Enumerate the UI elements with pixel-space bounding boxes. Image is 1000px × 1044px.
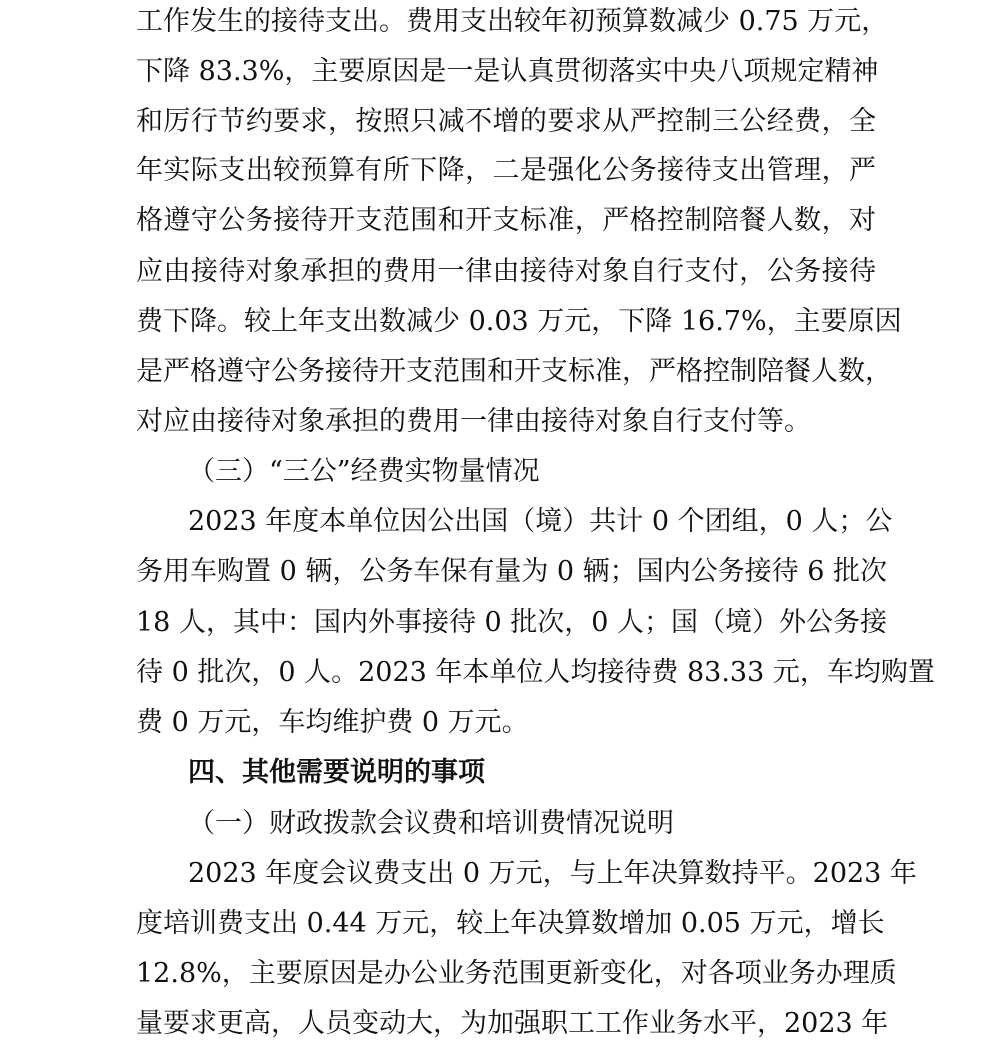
paragraph-line: 年实际支出较预算有所下降，二是强化公务接待支出管理，严 xyxy=(136,155,876,186)
paragraph-line: 量要求更高，人员变动大，为加强职工工作业务水平，2023 年 xyxy=(136,1008,889,1039)
paragraph-line: 待 0 批次，0 人。2023 年本单位人均接待费 83.33 元，车均购置 xyxy=(136,657,935,688)
section-heading-three-public: （三）“三公”经费实物量情况 xyxy=(188,456,540,487)
paragraph-line: 工作发生的接待支出。费用支出较年初预算数减少 0.75 万元， xyxy=(136,6,889,37)
paragraph-line: 和厉行节约要求，按照只减不增的要求从严控制三公经费，全 xyxy=(136,106,876,137)
paragraph-line: 费下降。较上年支出数减少 0.03 万元，下降 16.7%，主要原因 xyxy=(136,306,902,337)
paragraph-line: 2023 年度本单位因公出国（境）共计 0 个团组，0 人；公 xyxy=(188,506,893,537)
paragraph-line: 应由接待对象承担的费用一律由接待对象自行支付，公务接待 xyxy=(136,256,876,287)
paragraph-line: 格遵守公务接待开支范围和开支标准，严格控制陪餐人数，对 xyxy=(136,205,876,236)
paragraph-line: 是严格遵守公务接待开支范围和开支标准，严格控制陪餐人数， xyxy=(136,356,892,387)
paragraph-line: 2023 年度会议费支出 0 万元，与上年决算数持平。2023 年 xyxy=(188,858,917,889)
paragraph-line: 费 0 万元，车均维护费 0 万元。 xyxy=(136,707,529,738)
paragraph-line: 12.8%，主要原因是办公业务范围更新变化，对各项业务办理质 xyxy=(136,958,897,989)
paragraph-line: 18 人，其中：国内外事接待 0 批次，0 人；国（境）外公务接 xyxy=(136,607,888,638)
section-heading-other-matters: 四、其他需要说明的事项 xyxy=(188,757,485,788)
paragraph-line: 对应由接待对象承担的费用一律由接待对象自行支付等。 xyxy=(136,406,811,437)
paragraph-line: 下降 83.3%，主要原因是一是认真贯彻落实中央八项规定精神 xyxy=(136,56,879,87)
section-heading-meeting-training: （一）财政拨款会议费和培训费情况说明 xyxy=(188,808,674,839)
paragraph-line: 度培训费支出 0.44 万元，较上年决算数增加 0.05 万元，增长 xyxy=(136,908,885,939)
paragraph-line: 务用车购置 0 辆，公务车保有量为 0 辆；国内公务接待 6 批次 xyxy=(136,556,888,587)
